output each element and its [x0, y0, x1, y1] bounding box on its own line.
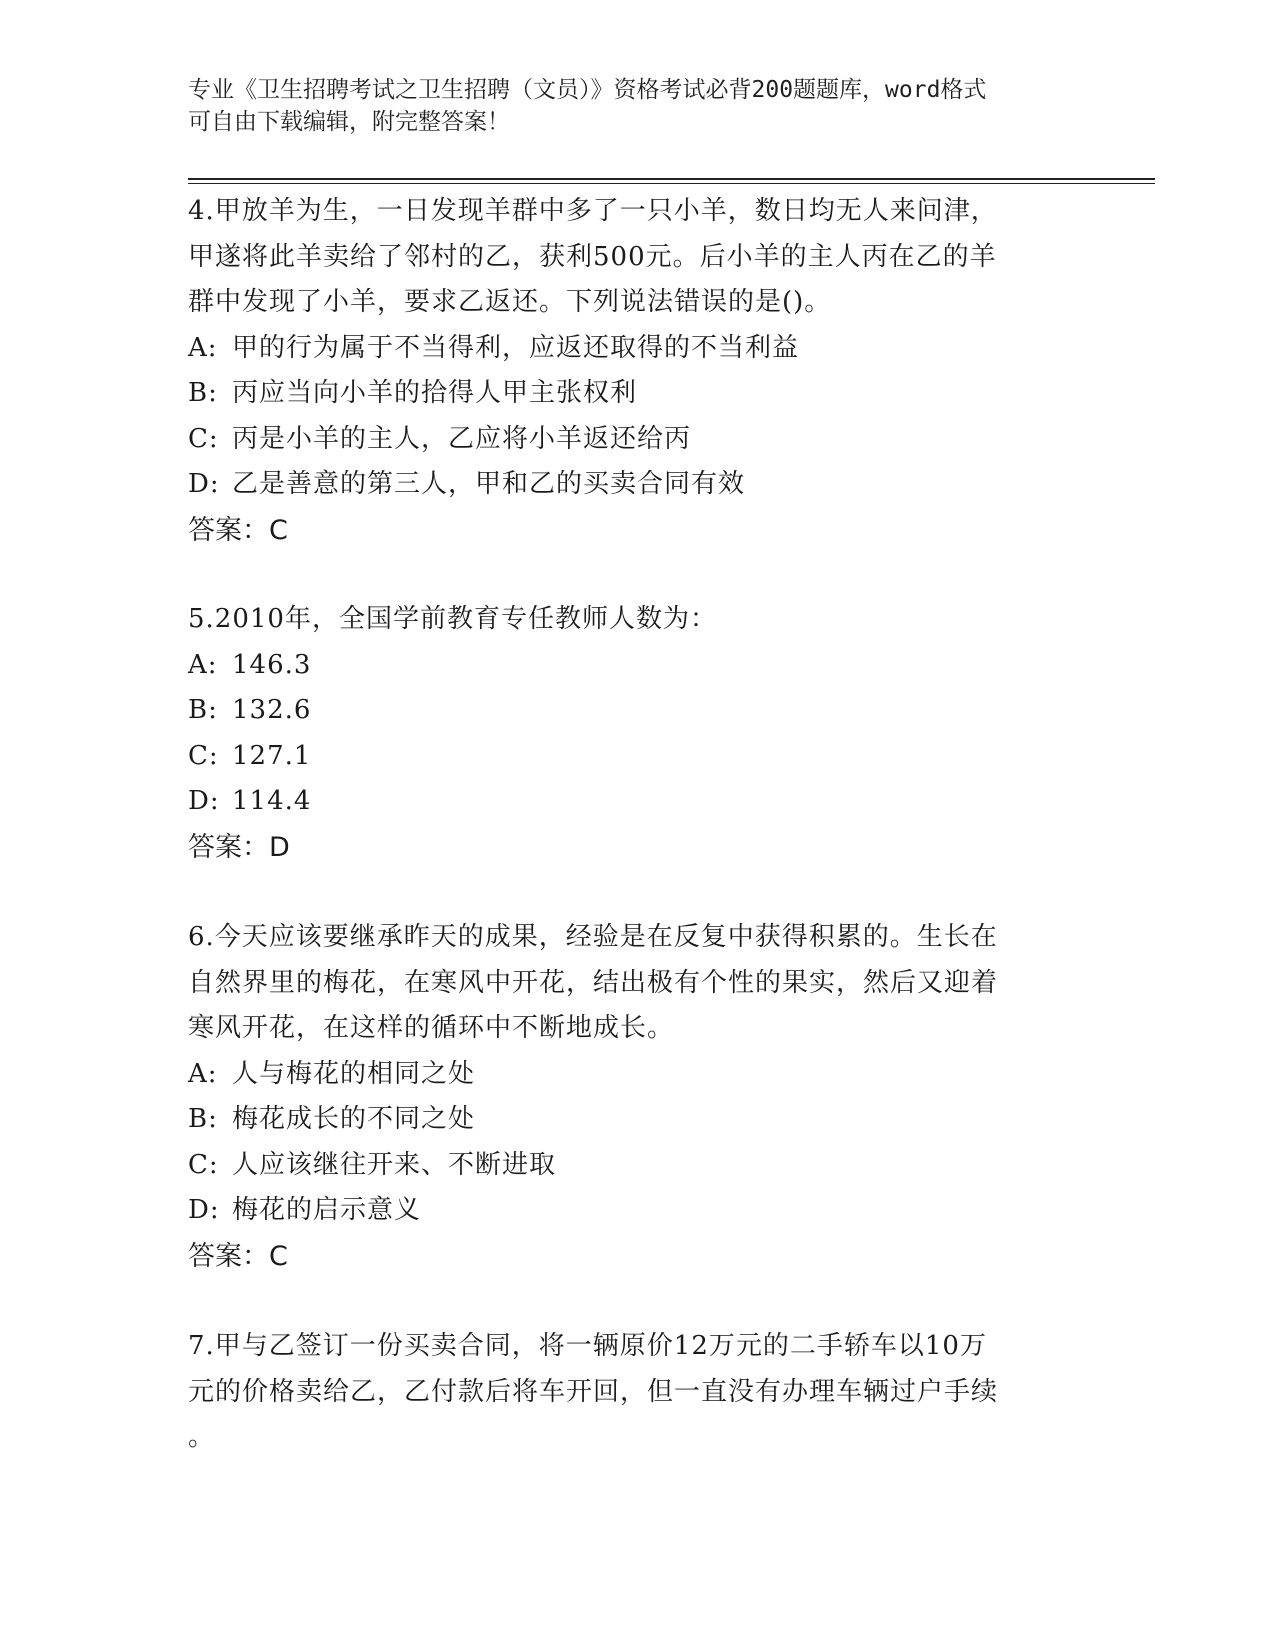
option-b [188, 1097, 1068, 1143]
option-c [188, 417, 1068, 463]
stem-line: 甲遂将此羊卖给了邻村的乙，获利500元。后小羊的主人丙在乙的羊 [188, 241, 997, 272]
option-d [188, 779, 1068, 825]
header-divider-thin [188, 183, 1155, 184]
option-letter: D: [188, 1195, 220, 1225]
option-letter: A: [188, 649, 218, 680]
option-letter: D: [188, 469, 220, 499]
option-letter: A: [188, 332, 218, 363]
header-line-1: 专业《卫生招聘考试之卫生招聘（文员）》资格考试必背200题题库，word格式 [188, 77, 987, 103]
option-text: 127.1 [232, 740, 312, 771]
option-letter: D: [188, 786, 220, 816]
stem-line: 。 [188, 1422, 216, 1452]
option-text: 132.6 [232, 695, 312, 725]
stem-line: 5.2010年，全国学前教育专任教师人数为： [188, 604, 717, 634]
option-text: 乙是善意的第三人，甲和乙的买卖合同有效 [232, 469, 746, 499]
stem-line: 寒风开花，在这样的循环中不断地成长。 [188, 1013, 675, 1043]
answer-line: 答案：C [188, 1240, 288, 1272]
option-letter: C: [188, 740, 219, 771]
option-d [188, 1188, 1068, 1234]
answer-line: 答案：C [188, 514, 288, 546]
stem-line: 6.今天应该要继承昨天的成果，经验是在反复中获得积累的。生长在 [188, 922, 998, 952]
option-letter: C: [188, 423, 219, 454]
option-letter: C: [188, 1149, 219, 1180]
option-text: 人应该继往开来、不断进取 [232, 1149, 557, 1180]
option-b [188, 688, 1068, 734]
option-text: 146.3 [232, 649, 312, 680]
option-letter: B: [188, 695, 218, 725]
question-4 [188, 189, 1068, 554]
option-text: 114.4 [232, 786, 312, 816]
option-letter: B: [188, 378, 218, 408]
option-text: 梅花的启示意义 [232, 1195, 422, 1225]
option-text: 丙是小羊的主人，乙应将小羊返还给丙 [232, 423, 692, 454]
option-b [188, 371, 1068, 417]
question-stem [188, 597, 1068, 643]
stem-line: 4.甲放羊为生，一日发现羊群中多了一只小羊，数日均无人来问津， [188, 196, 998, 226]
question-6 [188, 915, 1068, 1280]
option-text: 丙应当向小羊的拾得人甲主张权利 [232, 378, 638, 408]
question-7 [188, 1324, 1068, 1461]
option-d [188, 462, 1068, 508]
header-divider-thick [188, 178, 1155, 180]
question-stem [188, 1324, 1068, 1461]
option-a [188, 326, 1068, 372]
question-stem [188, 915, 1068, 1052]
stem-line: 元的价格卖给乙，乙付款后将车开回，但一直没有办理车辆过户手续 [188, 1376, 999, 1407]
header-line-2: 可自由下载编辑，附完整答案！ [188, 109, 510, 135]
option-letter: A: [188, 1058, 218, 1089]
option-c [188, 1143, 1068, 1189]
option-a [188, 1052, 1068, 1098]
option-text: 甲的行为属于不当得利，应返还取得的不当利益 [232, 332, 800, 363]
option-text: 人与梅花的相同之处 [232, 1058, 476, 1089]
document-header [188, 74, 1068, 138]
stem-line: 自然界里的梅花，在寒风中开花，结出极有个性的果实，然后又迎着 [188, 967, 999, 998]
question-stem [188, 189, 1068, 326]
question-5 [188, 597, 1068, 871]
option-text: 梅花成长的不同之处 [232, 1104, 476, 1134]
option-a [188, 643, 1068, 689]
answer-line: 答案：D [188, 831, 290, 863]
stem-line: 7.甲与乙签订一份买卖合同，将一辆原价12万元的二手轿车以10万 [188, 1331, 987, 1361]
stem-line: 群中发现了小羊，要求乙返还。下列说法错误的是()。 [188, 287, 832, 317]
option-c [188, 734, 1068, 780]
option-letter: B: [188, 1104, 218, 1134]
